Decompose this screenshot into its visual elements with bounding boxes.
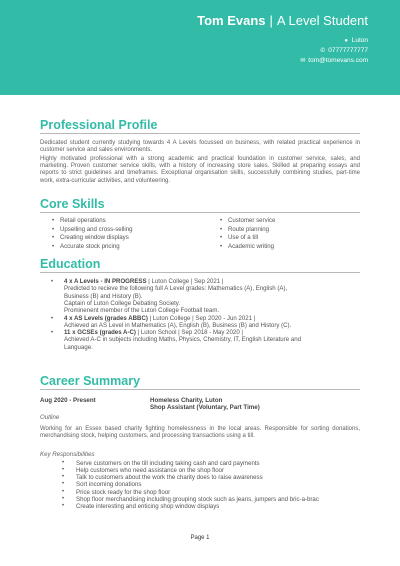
job-outline: Working for an Essex based charity fighting homelessness in the local areas. Responsible for sorting donations, merchandising stock, helping customers, and processing transactions using a till.: [40, 426, 360, 440]
responsibility-list: [62, 460, 338, 510]
job-employer-role: [150, 397, 260, 412]
responsibilities-label: Key Responsibilities: [40, 451, 95, 458]
qualification: 11 x GCSEs (grades A-C): [64, 329, 136, 336]
job-employer: Homeless Charity, Luton: [150, 397, 223, 404]
skill-item: • Academic writing: [220, 243, 274, 250]
responsibility-item: • Price stock ready for the shop floor: [62, 488, 171, 496]
skill-item: • Route planning: [220, 226, 269, 233]
education-entry: • 4 x AS Levels (grades ABBC) | Luton College | Sep 2020 - Jun 2021 | Achieved an AS Level in Mathematics (A), English (B), Business (B) and History (C).: [64, 315, 364, 330]
responsibility-item: • Talk to customers about the work the charity does to raise awareness: [62, 474, 263, 482]
skill-item: • Upselling and cross-selling: [52, 226, 132, 233]
qualification-details: | Luton School | Sep 2018 - May 2020 |: [135, 329, 243, 336]
education-line: Language.: [64, 343, 93, 351]
skill-item: • Customer service: [220, 217, 275, 224]
qualification: 4 x A Levels - IN PROGRESS: [64, 278, 147, 285]
skill-item: • Creating window displays: [52, 234, 129, 241]
contact-email: ✉ tom@tomevans.com: [300, 57, 368, 64]
qualification: 4 x AS Levels (grades ABBC): [64, 314, 148, 322]
education-entry: • 11 x GCSEs (grades A-C) | Luton School | Sep 2018 - May 2020 | Achieved A-C in subjects including Maths, Physics, Chemistry, IT, English Literature and Language.: [64, 329, 364, 351]
responsibility-item: • Shop floor merchandising including grouping stock such as jeans, jumpers and bric-a-brac: [62, 495, 319, 503]
job-role: Shop Assistant (Voluntary, Part Time): [150, 404, 260, 412]
responsibility-item: • Sort incoming donations: [62, 481, 142, 489]
candidate-title: A Level Student: [276, 13, 368, 28]
header-banner: [0, 0, 400, 95]
outline-label: Outline: [40, 414, 60, 421]
qualification-details: | Luton College | Sep 2021 |: [146, 278, 224, 285]
job-date: Aug 2020 - Present: [40, 397, 96, 404]
contact-phone: ✆ 07777777777: [320, 47, 368, 54]
map-marker-icon: ●: [344, 38, 349, 44]
candidate-name: Tom Evans: [197, 13, 266, 28]
profile-paragraph-1: Dedicated student currently studying towards 4 A Levels focussed on business, with related practical experience in customer service and sales environments.: [40, 140, 360, 154]
phone-icon: ✆: [320, 48, 326, 54]
envelope-icon: ✉: [300, 58, 306, 64]
education-line: Achieved A-C in subjects including Maths, Physics, Chemistry, IT, English Literature and: [64, 336, 301, 344]
education-heading: Education: [40, 257, 360, 273]
responsibility-item: • Create interesting and enticing shop window displays: [62, 502, 220, 510]
profile-paragraph-2: Highly motivated professional with a strong academic and practical foundation in customer service, sales, and marketing. Proven customer service skills, with a history of increasing store sales. Skilled at preparing essays and reports to strict guidelines and timeframes. Exceptional organisation skills, successfully combining studies, part-time work, extra-curricular activities, and volunteering.: [40, 156, 360, 184]
education-line: Prominenent member of the Luton College Football team.: [64, 307, 220, 315]
responsibility-item: • Serve customers on the till including taking cash and card payments: [62, 460, 260, 467]
skills-heading: Core Skills: [40, 197, 360, 213]
candidate-name-title: [197, 13, 368, 28]
education-line: Predicted to recieve the following full A Level grades: Mathematics (A), English (A),: [64, 285, 288, 293]
education-line: Captain of Luton College Debating Society.: [64, 299, 181, 307]
skill-item: • Accurate stock pricing: [52, 243, 120, 250]
profile-heading: Professional Profile: [40, 118, 360, 134]
education-line: Achieved an AS Level in Mathematics (A), English (B), Business (B) and History (C).: [64, 321, 292, 329]
skill-item: • Use of a till: [220, 234, 258, 241]
skill-item: • Retail operations: [52, 217, 106, 224]
career-heading: Career Summary: [40, 374, 360, 390]
education-entry: • 4 x A Levels - IN PROGRESS | Luton College | Sep 2021 | Predicted to recieve the following full A Level grades: Mathematics (A), English (A), Business (B) and History (B). Captain of Luton College Debating Society. Prominenent member of the Luton College Football team.: [64, 278, 364, 314]
title-separator: |: [269, 13, 273, 28]
education-line: Business (B) and History (B).: [64, 292, 143, 300]
contact-location: ● Luton: [344, 37, 368, 44]
page-number: Page 1: [190, 535, 210, 541]
qualification-details: | Luton College | Sep 2020 - Jun 2021 |: [147, 314, 256, 322]
responsibility-item: • Help customers who need assistance on the shop floor: [62, 467, 225, 475]
